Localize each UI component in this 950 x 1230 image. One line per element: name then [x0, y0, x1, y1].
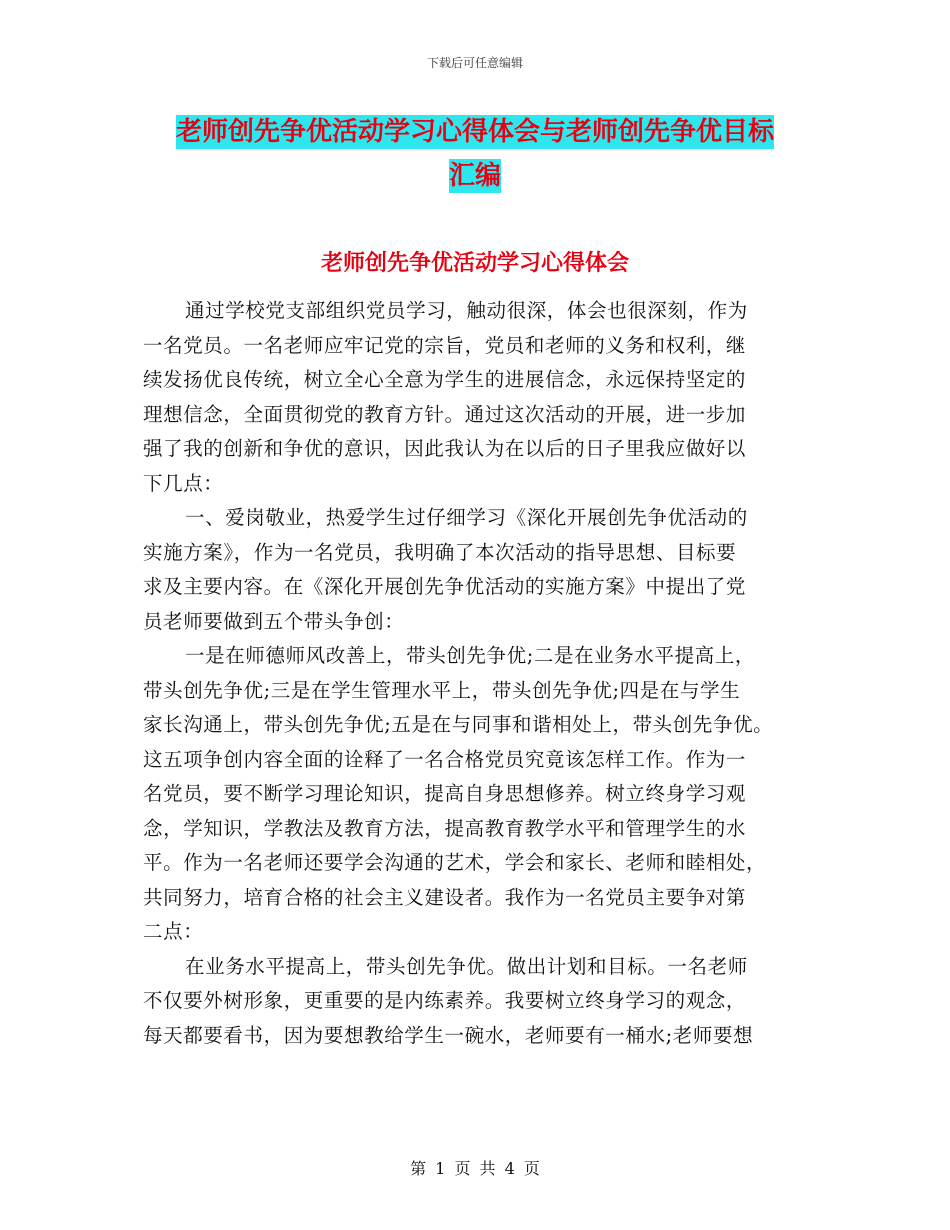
text-line: 名党员，要不断学习理论知识，提高自身思想修养。树立终身学习观	[143, 782, 747, 805]
text-line: 带头创先争优;三是在学生管理水平上，带头创先争优;四是在与学生	[143, 678, 741, 702]
text-line: 家长沟通上，带头创先争优;五是在与同事和谐相处上，带头创先争优。	[143, 713, 774, 736]
section-subtitle: 老师创先争优活动学习心得体会	[320, 251, 629, 276]
text-line: 平。作为一名老师还要学会沟通的艺术，学会和家长、老师和睦相处，	[143, 851, 767, 874]
text-line: 通过学校党支部组织党员学习，触动很深，体会也很深刻，作为	[185, 299, 748, 322]
title-line-1: 老师创先争优活动学习心得体会与老师创先争优目标	[175, 117, 774, 147]
text-line: 一是在师德师风改善上，带头创先争优;二是在业务水平提高上，	[185, 644, 755, 667]
text-line: 共同努力，培育合格的社会主义建设者。我作为一名党员主要争对第	[143, 885, 747, 909]
title-line-2: 汇编	[448, 161, 501, 191]
text-line: 续发扬优良传统，树立全心全意为学生的进展信念，永远保持坚定的	[143, 368, 747, 391]
text-line: 念，学知识，学教法及教育方法，提高教育教学水平和管理学生的水	[143, 816, 747, 840]
text-line: 员老师要做到五个带头争创：	[143, 609, 405, 633]
document-title	[120, 110, 830, 198]
text-line: 求及主要内容。在《深化开展创先争优活动的实施方案》中提出了党	[143, 575, 747, 598]
text-line: 一名党员。一名老师应牢记党的宗旨，党员和老师的义务和权利，继	[143, 333, 747, 357]
header-note: 下载后可任意编辑	[426, 56, 523, 70]
text-line: 不仅要外树形象，更重要的是内练素养。我要树立终身学习的观念，	[143, 989, 747, 1012]
text-line: 二点：	[143, 920, 204, 943]
text-line: 每天都要看书，因为要想教给学生一碗水，老师要有一桶水;老师要想	[143, 1023, 754, 1047]
text-line: 强了我的创新和争优的意识，因此我认为在以后的日子里我应做好以	[143, 437, 747, 460]
text-line: 在业务水平提高上，带头创先争优。做出计划和目标。一名老师	[185, 954, 748, 978]
text-line: 一、爱岗敬业，热爱学生过仔细学习《深化开展创先争优活动的	[185, 506, 748, 529]
text-line: 这五项争创内容全面的诠释了一名合格党员究竟该怎样工作。作为一	[143, 747, 747, 771]
page-footer: 第 1 页 共 4 页	[410, 1159, 540, 1178]
text-line: 下几点：	[143, 471, 224, 495]
text-line: 理想信念，全面贯彻党的教育方针。通过这次活动的开展，进一步加	[143, 402, 747, 426]
text-line: 实施方案》，作为一名党员，我明确了本次活动的指导思想、目标要	[143, 540, 737, 564]
body-text	[143, 294, 813, 1053]
